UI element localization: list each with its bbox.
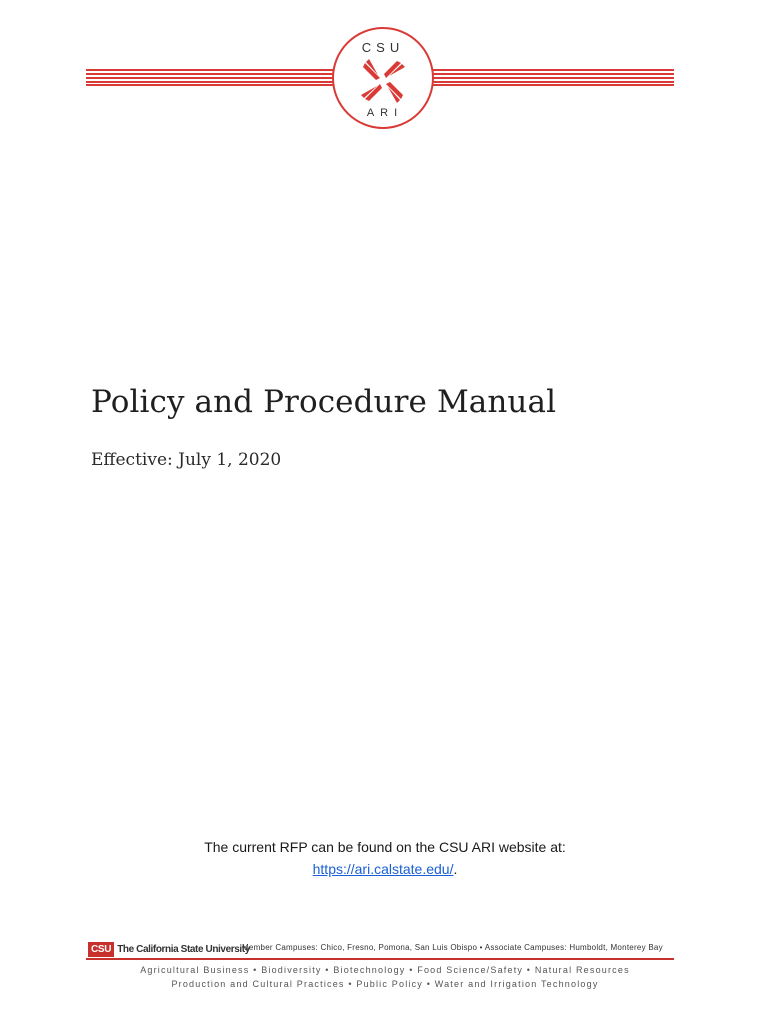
rfp-website-link[interactable]: https://ari.calstate.edu/ (312, 861, 454, 877)
rfp-note-text: The current RFP can be found on the CSU ARI website at: (204, 839, 566, 855)
effective-date: Effective: July 1, 2020 (91, 450, 282, 470)
focus-areas-line-2: Production and Cultural Practices • Public Policy • Water and Irrigation Technology (171, 979, 599, 989)
rfp-note (0, 836, 770, 880)
logo-top-text: CSU (361, 40, 405, 55)
member-campuses: Member Campuses: Chico, Fresno, Pomona, San Luis Obispo • Associate Campuses: Humboldt, Monterey Bay (242, 943, 663, 952)
header-logo-area (0, 0, 770, 140)
csu-wordmark (88, 941, 250, 957)
csu-badge: CSU (88, 942, 114, 957)
focus-areas-line-1: Agricultural Business • Biodiversity • Biotechnology • Food Science/Safety • Natural Resources (140, 965, 630, 975)
logo-bottom-text: ARI (366, 107, 404, 119)
csu-ari-logo (331, 26, 435, 130)
university-name: The California State University (117, 943, 250, 955)
footer-divider (86, 958, 674, 960)
rfp-note-trailing: . (453, 861, 458, 877)
document-title: Policy and Procedure Manual (91, 384, 557, 420)
